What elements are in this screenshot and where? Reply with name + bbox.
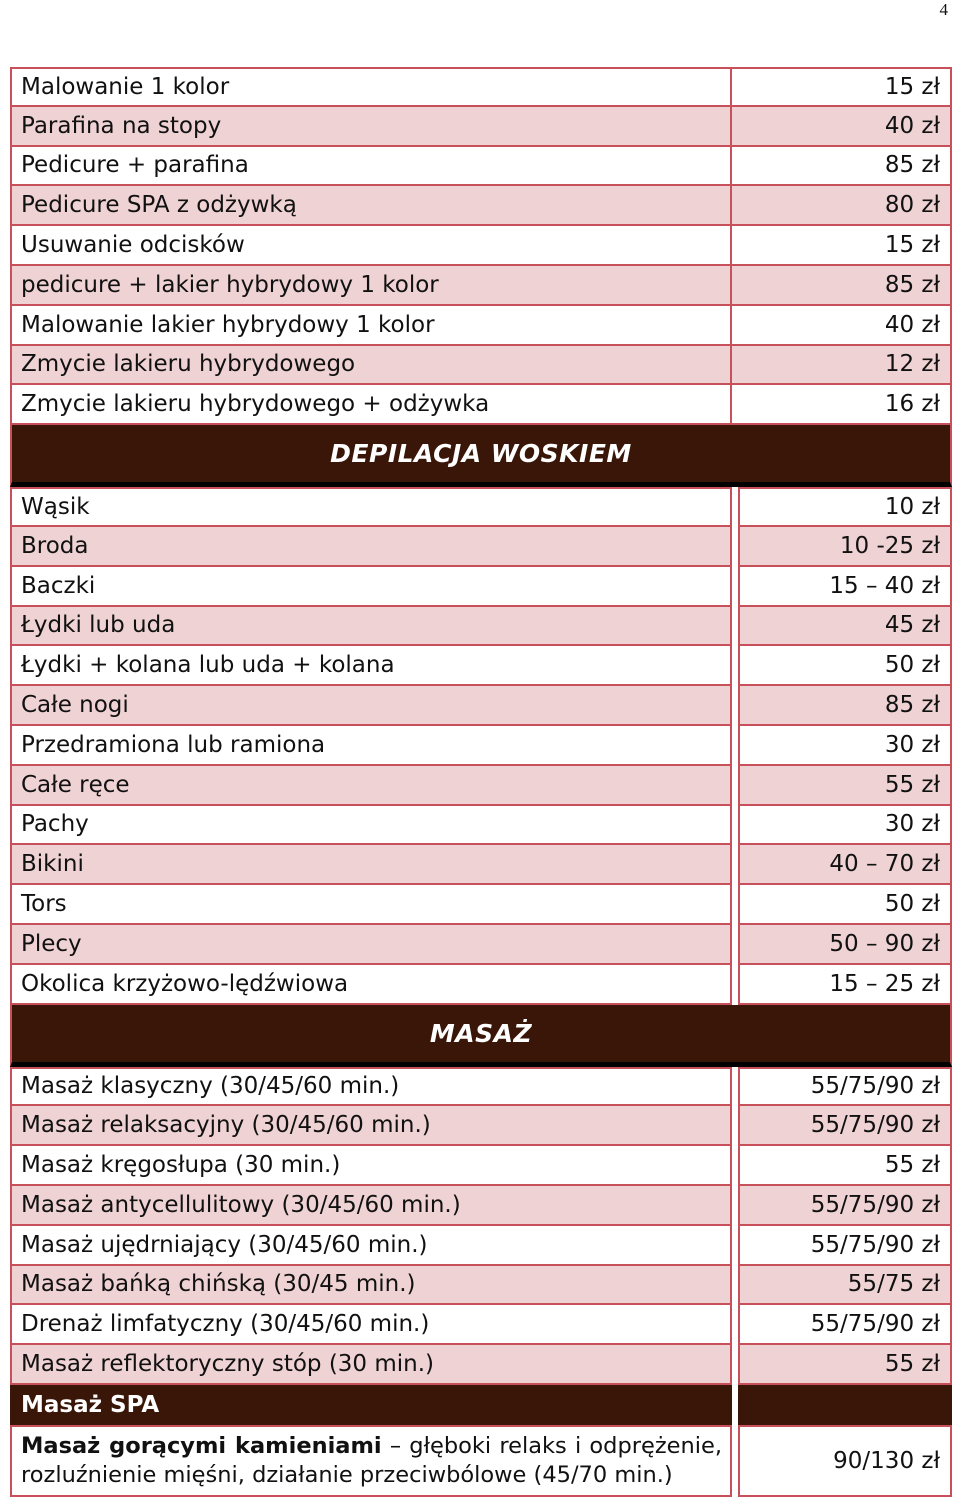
service-price: 50 zł	[738, 646, 952, 686]
service-name: Wąsik	[10, 487, 732, 527]
service-name: Plecy	[10, 925, 732, 965]
service-price: 12 zł	[732, 346, 952, 386]
service-name: Okolica krzyżowo-lędźwiowa	[10, 965, 732, 1005]
service-name: Masaż antycellulitowy (30/45/60 min.)	[10, 1186, 732, 1226]
section-title-massage: MASAŻ	[429, 1018, 533, 1048]
service-name: Pedicure SPA z odżywką	[10, 186, 732, 226]
hot-stone-name	[10, 1425, 732, 1497]
table-row	[10, 845, 952, 885]
service-price: 55 zł	[738, 766, 952, 806]
table-row	[10, 346, 952, 386]
table-row	[10, 686, 952, 726]
service-name: Przedramiona lub ramiona	[10, 726, 732, 766]
table-row	[10, 1146, 952, 1186]
service-name: Masaż kręgosłupa (30 min.)	[10, 1146, 732, 1186]
table-row	[10, 1266, 952, 1306]
service-price: 40 – 70 zł	[738, 845, 952, 885]
service-price: 50 – 90 zł	[738, 925, 952, 965]
table-row	[10, 806, 952, 846]
service-price: 55/75/90 zł	[738, 1226, 952, 1266]
hot-stone-title: Masaż gorącymi kamieniami	[21, 1432, 382, 1459]
service-price: 85 zł	[732, 147, 952, 187]
table-row	[10, 1106, 952, 1146]
service-name: Usuwanie odcisków	[10, 226, 732, 266]
table-row	[10, 186, 952, 226]
spa-title: Masaż SPA	[10, 1385, 732, 1425]
service-price: 55/75/90 zł	[738, 1305, 952, 1345]
service-price: 45 zł	[738, 607, 952, 647]
section-manicure-pedicure	[10, 67, 952, 425]
service-price: 15 – 25 zł	[738, 965, 952, 1005]
service-price: 85 zł	[732, 266, 952, 306]
section-massage	[10, 1067, 952, 1385]
table-row-hot-stone	[10, 1425, 952, 1497]
table-row	[10, 1186, 952, 1226]
service-name: Malowanie 1 kolor	[10, 67, 732, 107]
page-number: 4	[939, 0, 948, 19]
service-name: Drenaż limfatyczny (30/45/60 min.)	[10, 1305, 732, 1345]
service-name: Masaż bańką chińską (30/45 min.)	[10, 1266, 732, 1306]
table-row	[10, 885, 952, 925]
service-name: Malowanie lakier hybrydowy 1 kolor	[10, 306, 732, 346]
table-row	[10, 107, 952, 147]
spa-title-price-cell	[738, 1385, 952, 1425]
table-row	[10, 766, 952, 806]
service-name: Całe nogi	[10, 686, 732, 726]
table-row	[10, 965, 952, 1005]
service-price: 55/75/90 zł	[738, 1067, 952, 1107]
table-row	[10, 607, 952, 647]
table-row	[10, 385, 952, 425]
hot-stone-price: 90/130 zł	[738, 1425, 952, 1497]
service-price: 15 zł	[732, 226, 952, 266]
service-name: Bikini	[10, 845, 732, 885]
table-row	[10, 226, 952, 266]
service-price: 55/75/90 zł	[738, 1106, 952, 1146]
service-price: 55/75 zł	[738, 1266, 952, 1306]
section-title-waxing: DEPILACJA WOSKIEM	[330, 439, 632, 469]
service-name: Broda	[10, 527, 732, 567]
table-row	[10, 925, 952, 965]
table-row	[10, 67, 952, 107]
section-header-waxing	[10, 425, 952, 487]
table-row	[10, 726, 952, 766]
section-header-massage	[10, 1005, 952, 1067]
service-price: 85 zł	[738, 686, 952, 726]
service-price: 40 zł	[732, 107, 952, 147]
service-name: Masaż ujędrniający (30/45/60 min.)	[10, 1226, 732, 1266]
service-price: 80 zł	[732, 186, 952, 226]
service-price: 15 zł	[732, 67, 952, 107]
table-row	[10, 567, 952, 607]
service-price: 40 zł	[732, 306, 952, 346]
spa-header-row	[10, 1385, 952, 1425]
service-name: Masaż relaksacyjny (30/45/60 min.)	[10, 1106, 732, 1146]
service-name: Pachy	[10, 806, 732, 846]
table-row	[10, 1067, 952, 1107]
service-price: 50 zł	[738, 885, 952, 925]
service-name: Tors	[10, 885, 732, 925]
service-name: Pedicure + parafina	[10, 147, 732, 187]
service-name: Zmycie lakieru hybrydowego	[10, 346, 732, 386]
service-price: 55 zł	[738, 1146, 952, 1186]
service-price: 16 zł	[732, 385, 952, 425]
hot-stone-description: – głęboki relaks i odprężenie, rozluźnienie mięśni, działanie przeciwbólowe (45/70 min.)	[21, 1432, 722, 1488]
service-name: Całe ręce	[10, 766, 732, 806]
service-price: 10 zł	[738, 487, 952, 527]
service-name: Łydki + kolana lub uda + kolana	[10, 646, 732, 686]
table-row	[10, 147, 952, 187]
service-name: Masaż reflektoryczny stóp (30 min.)	[10, 1345, 732, 1385]
price-table	[10, 67, 952, 1497]
service-name: Masaż klasyczny (30/45/60 min.)	[10, 1067, 732, 1107]
service-name: Łydki lub uda	[10, 607, 732, 647]
service-name: Zmycie lakieru hybrydowego + odżywka	[10, 385, 732, 425]
table-row	[10, 527, 952, 567]
service-name: pedicure + lakier hybrydowy 1 kolor	[10, 266, 732, 306]
service-name: Baczki	[10, 567, 732, 607]
section-waxing	[10, 487, 952, 1004]
service-name: Parafina na stopy	[10, 107, 732, 147]
table-row	[10, 306, 952, 346]
table-row	[10, 646, 952, 686]
service-price: 30 zł	[738, 806, 952, 846]
service-price: 55/75/90 zł	[738, 1186, 952, 1226]
table-row	[10, 1345, 952, 1385]
service-price: 10 -25 zł	[738, 527, 952, 567]
table-row	[10, 266, 952, 306]
service-price: 30 zł	[738, 726, 952, 766]
table-row	[10, 1305, 952, 1345]
table-row	[10, 487, 952, 527]
service-price: 15 – 40 zł	[738, 567, 952, 607]
table-row	[10, 1226, 952, 1266]
service-price: 55 zł	[738, 1345, 952, 1385]
